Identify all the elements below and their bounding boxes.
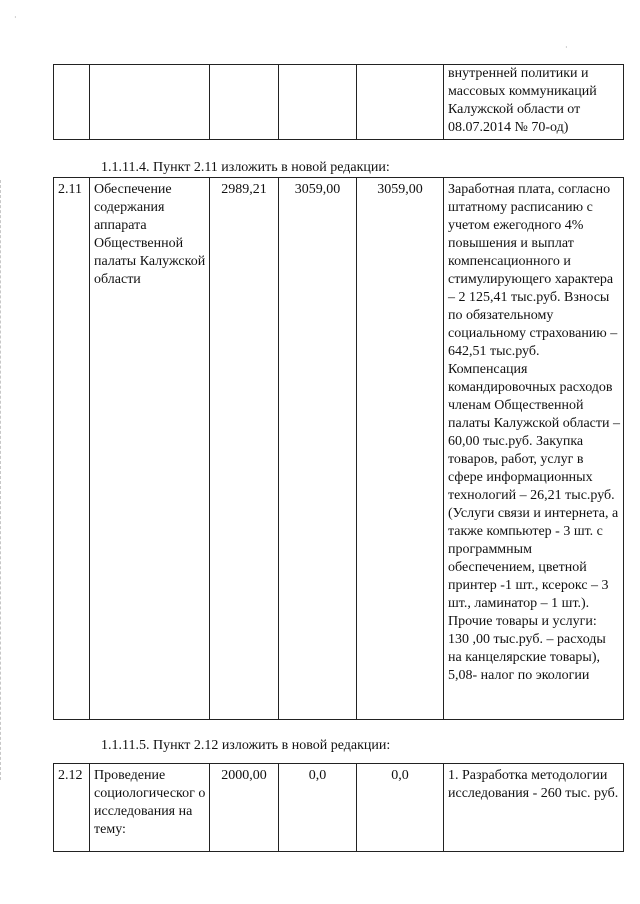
cell-name: Проведение социологическог о исследования на тему:	[90, 764, 210, 852]
cell-num: 2.11	[54, 178, 90, 720]
cell-value-3	[357, 65, 444, 140]
cell-value-1: 2000,00	[210, 764, 279, 852]
cell-name	[90, 65, 210, 140]
cell-num: 2.12	[54, 764, 90, 852]
cell-value-3: 3059,00	[357, 178, 444, 720]
section-heading-2-11: 1.1.11.4. Пункт 2.11 изложить в новой редакции:	[101, 160, 390, 175]
table-row	[54, 178, 624, 720]
section-heading-2-12: 1.1.11.5. Пункт 2.12 изложить в новой редакции:	[101, 738, 391, 753]
table-row	[54, 65, 624, 140]
table-row	[54, 764, 624, 852]
cell-value-1: 2989,21	[210, 178, 279, 720]
cell-description: Заработная плата, согласно штатному расписанию с учетом ежегодного 4% повышения и выплат компенсационного и стимулирующего характера – 2 125,41 тыс.руб. Взносы по обязательному социальному страхованию – 642,51 тыс.руб. Компенсация командировочных расходов членам Общественной палаты Калужской области – 60,00 тыс.руб. Закупка товаров, работ, услуг в сфере информационных технологий – 26,21 тыс.руб. (Услуги связи и интернета, а также компьютер - 3 шт. с программным обеспечением, цветной принтер -1 шт., ксерокс – 3 шт., ламинатор – 1 шт.). Прочие товары и услуги: 130 ,00 тыс.руб. – расходы на канцелярские товары), 5,08- налог по экологии	[444, 178, 624, 720]
scan-speck: ·	[565, 43, 568, 52]
cell-num	[54, 65, 90, 140]
cell-value-1	[210, 65, 279, 140]
cell-value-2: 3059,00	[279, 178, 357, 720]
table-continuation	[53, 64, 624, 140]
scan-speck: ·	[14, 13, 17, 22]
cell-value-2: 0,0	[279, 764, 357, 852]
cell-description: 1. Разработка методологии исследования - 260 тыс. руб.	[444, 764, 624, 852]
cell-name: Обеспечение содержания аппарата Общественной палаты Калужской области	[90, 178, 210, 720]
cell-value-3: 0,0	[357, 764, 444, 852]
cell-value-2	[279, 65, 357, 140]
table-item-2-11	[53, 177, 624, 720]
table-item-2-12	[53, 763, 624, 852]
cell-description: внутренней политики и массовых коммуникаций Калужской области от 08.07.2014 № 70-од)	[444, 65, 624, 140]
scan-edge	[0, 180, 2, 780]
